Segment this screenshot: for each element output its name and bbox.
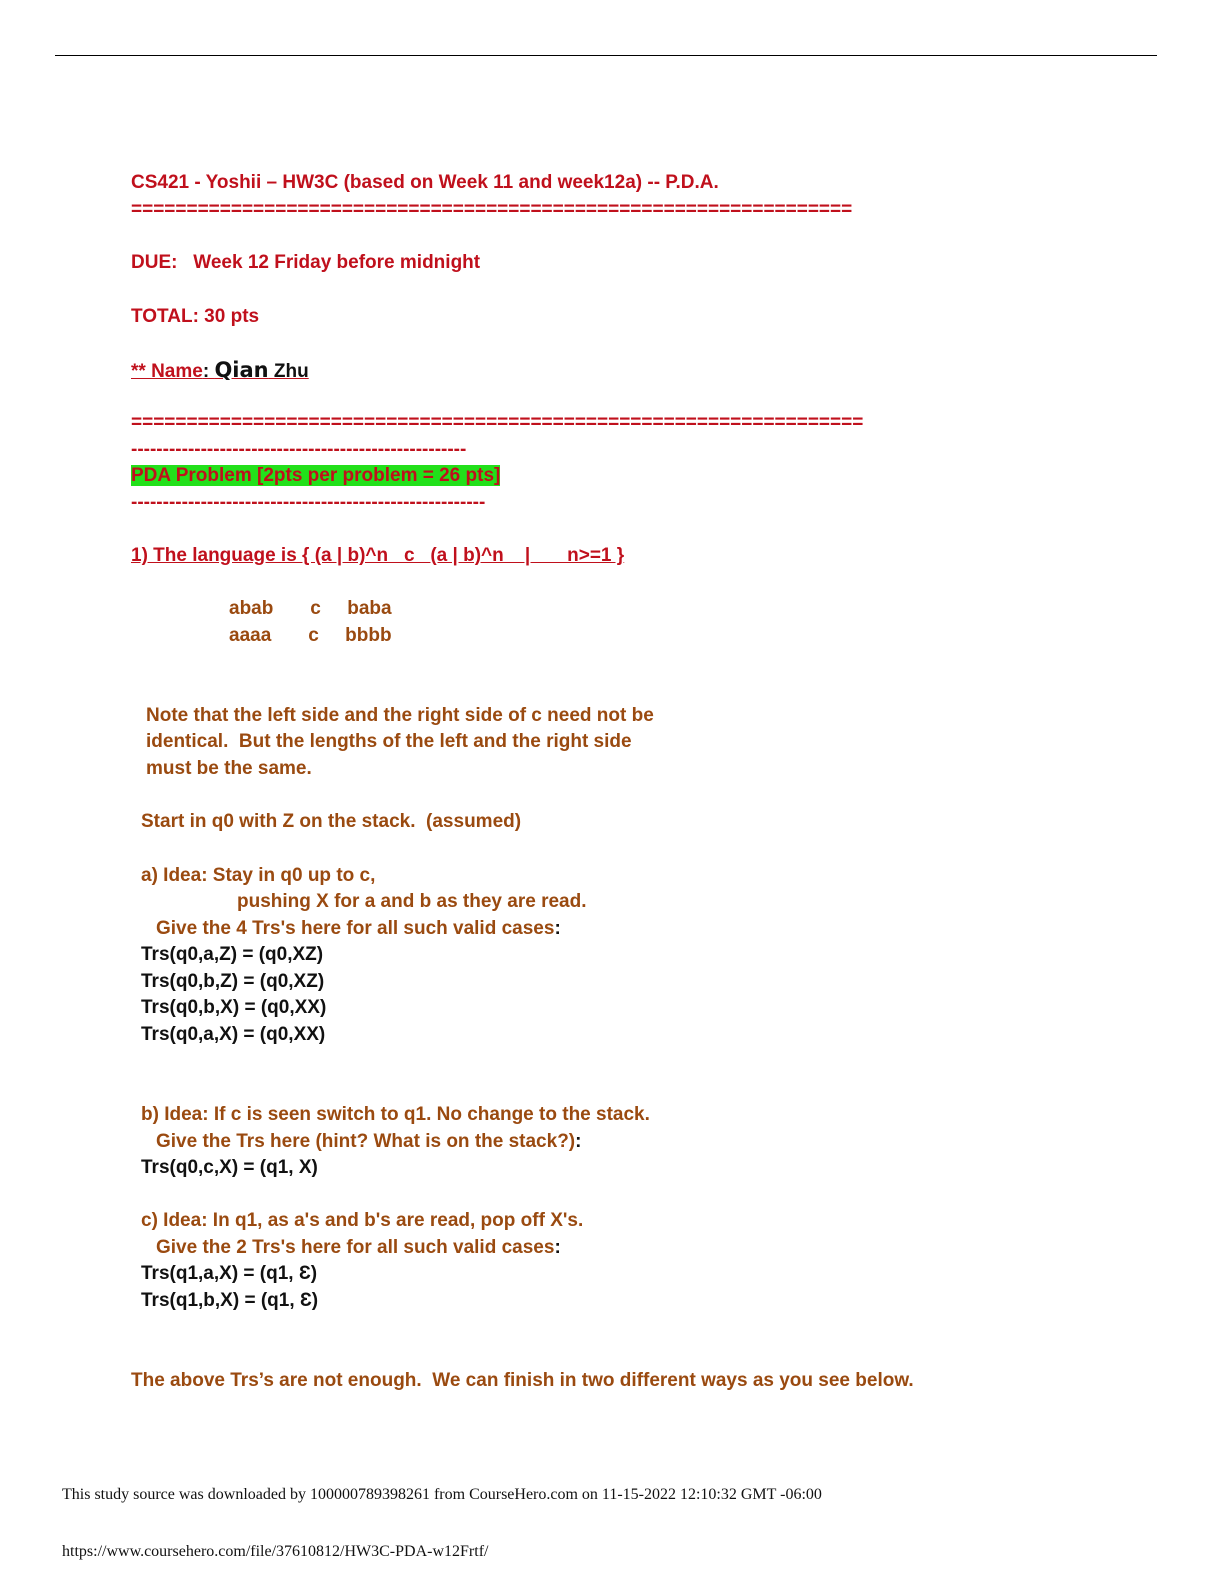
- example-string-2: aaaa c bbbb: [229, 625, 392, 646]
- total-points: TOTAL: 30 pts: [131, 306, 260, 327]
- section-title-highlight: PDA Problem [2pts per problem = 26 pts]: [131, 465, 501, 486]
- part-a-idea: a) Idea: Stay in q0 up to c,: [141, 865, 376, 886]
- part-c-prompt-text: Give the 2 Trs's here for all such valid cases: [156, 1237, 555, 1258]
- source-url[interactable]: https://www.coursehero.com/file/37610812/HW3C-PDA-w12Frtf/: [62, 1543, 489, 1560]
- part-b-prompt-colon: :: [575, 1131, 582, 1152]
- part-a-idea-cont: pushing X for a and b as they are read.: [237, 891, 587, 912]
- part-c-prompt-colon: :: [554, 1237, 561, 1258]
- part-b-prompt-text: Give the Trs here (hint? What is on the stack?): [156, 1131, 576, 1152]
- section-dash-top: -----------------------------------------------------: [131, 439, 467, 460]
- part-a-trs-4: Trs(q0,a,X) = (q0,XX): [141, 1024, 326, 1045]
- part-b-trs: Trs(q0,c,X) = (q1, X): [141, 1157, 318, 1178]
- title-rule: =================================================================: [131, 199, 853, 220]
- part-c-trs-2: Trs(q1,b,X) = (q1, Ɛ): [141, 1290, 319, 1311]
- name-rule: ==================================================================: [131, 412, 864, 433]
- note-line-2: identical. But the lengths of the left and the right side: [146, 731, 632, 752]
- part-a-prompt-colon: :: [554, 918, 561, 939]
- part-a-prompt-text: Give the 4 Trs's here for all such valid cases: [156, 918, 555, 939]
- example-string-1: abab c baba: [229, 598, 392, 619]
- part-a-trs-1: Trs(q0,a,Z) = (q0,XZ): [141, 944, 324, 965]
- name-colon: :: [202, 361, 215, 382]
- part-b-idea: b) Idea: If c is seen switch to q1. No change to the stack.: [141, 1104, 650, 1125]
- note-line-3: must be the same.: [146, 758, 312, 779]
- part-a-trs-3: Trs(q0,b,X) = (q0,XX): [141, 997, 327, 1018]
- name-first: Qian: [214, 358, 269, 382]
- part-a-trs-2: Trs(q0,b,Z) = (q0,XZ): [141, 971, 325, 992]
- section-title: [131, 465, 500, 487]
- name-label: ** Name: [131, 361, 203, 382]
- download-note: This study source was downloaded by 100000789398261 from CourseHero.com on 11-15-2022 12:10:32 GMT -06:00: [62, 1486, 822, 1503]
- start-state-note: Start in q0 with Z on the stack. (assumed): [141, 811, 522, 832]
- top-rule: [55, 55, 1157, 56]
- name-line: [131, 359, 309, 383]
- document-title: CS421 - Yoshii – HW3C (based on Week 11 and week12a) -- P.D.A.: [131, 172, 719, 193]
- problem-language: 1) The language is { (a | b)^n c (a | b)^n | n>=1 }: [131, 545, 625, 566]
- name-last: Zhu: [268, 361, 309, 382]
- part-c-idea: c) Idea: In q1, as a's and b's are read, pop off X's.: [141, 1210, 584, 1231]
- part-c-trs-1: Trs(q1,a,X) = (q1, Ɛ): [141, 1263, 318, 1284]
- part-a-prompt: [156, 918, 561, 940]
- note-line-1: Note that the left side and the right side of c need not be: [146, 705, 654, 726]
- part-c-prompt: [156, 1237, 561, 1259]
- part-b-prompt: [156, 1131, 581, 1153]
- section-dash-bottom: --------------------------------------------------------: [131, 492, 486, 513]
- due-date: DUE: Week 12 Friday before midnight: [131, 252, 481, 273]
- finish-note: The above Trs’s are not enough. We can finish in two different ways as you see below.: [131, 1370, 914, 1391]
